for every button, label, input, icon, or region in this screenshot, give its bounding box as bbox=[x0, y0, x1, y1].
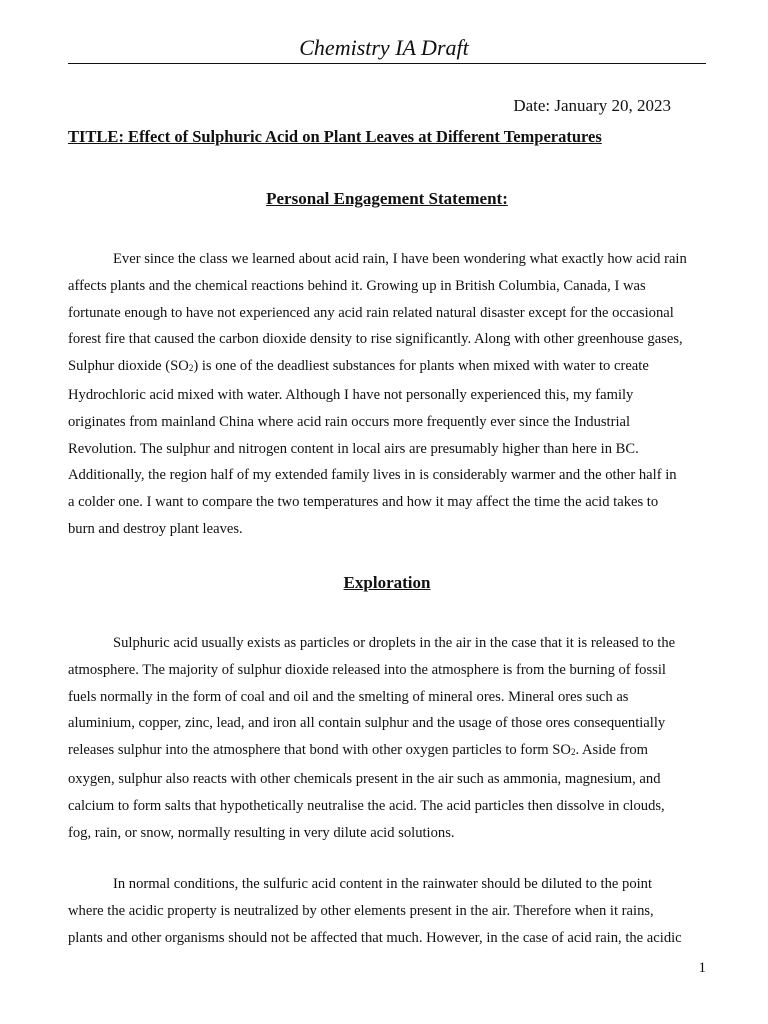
subscript: 2 bbox=[570, 747, 576, 758]
document-title: TITLE: Effect of Sulphuric Acid on Plant Leaves at Different Temperatures bbox=[68, 127, 602, 146]
paragraph-line: Additionally, the region half of my extended family lives in is considerably warmer and the other half in bbox=[68, 467, 677, 484]
paragraph-line: aluminium, copper, zinc, lead, and iron all contain sulphur and the usage of those ores consequentially bbox=[68, 715, 666, 732]
paragraph-line: atmosphere. The majority of sulphur dioxide released into the atmosphere is from the burning of fossil bbox=[68, 661, 666, 678]
paragraph-line: plants and other organisms should not be affected that much. However, in the case of acid rain, the acidic bbox=[68, 929, 682, 946]
paragraph-line: oxygen, sulphur also reacts with other chemicals present in the air such as ammonia, magnesium, and bbox=[68, 770, 661, 787]
paragraph-line: Sulphuric acid usually exists as particles or droplets in the air in the case that it is released to the bbox=[113, 635, 676, 651]
paragraph-line: Hydrochloric acid mixed with water. Although I have not personally experienced this, my family bbox=[68, 386, 634, 403]
paragraph-line: Ever since the class we learned about acid rain, I have been wondering what exactly how acid rain bbox=[113, 251, 687, 267]
paragraph-line: fortunate enough to have not experienced any acid rain related natural disaster except for the occasional bbox=[68, 304, 674, 321]
paragraph-exploration-1 bbox=[68, 630, 706, 846]
paragraph-exploration-2 bbox=[68, 871, 706, 951]
paragraph-line: a colder one. I want to compare the two temperatures and how it may affect the time the acid takes to bbox=[68, 494, 659, 511]
paragraph-line: forest fire that caused the carbon dioxide density to rise significantly. Along with other greenhouse gases, bbox=[68, 331, 683, 348]
paragraph-line: calcium to form salts that hypothetically neutralise the acid. The acid particles then dissolve in clouds, bbox=[68, 797, 665, 814]
paragraph-line: originates from mainland China where acid rain occurs more frequently ever since the Industrial bbox=[68, 413, 631, 430]
document-header-title: Chemistry IA Draft bbox=[299, 35, 469, 60]
document-date: Date: January 20, 2023 bbox=[513, 96, 671, 115]
paragraph-line: Sulphur dioxide $(SO_2)$ is one of the deadliest substances for plants when mixed with water to create bbox=[68, 358, 649, 375]
paragraph-line: where the acidic property is neutralized by other elements present in the air. Therefore when it rains, bbox=[68, 902, 654, 919]
paragraph-line: fog, rain, or snow, normally resulting in very dilute acid solutions. bbox=[68, 824, 455, 841]
paragraph-line: burn and destroy plant leaves. bbox=[68, 520, 243, 537]
subscript: 2 bbox=[188, 363, 194, 374]
header-divider bbox=[68, 63, 706, 64]
paragraph-line: affects plants and the chemical reactions behind it. Growing up in British Columbia, Canada, I was bbox=[68, 277, 646, 294]
paragraph-engagement bbox=[68, 246, 706, 543]
section-heading-exploration: Exploration bbox=[343, 573, 431, 592]
page-number: 1 bbox=[698, 960, 706, 976]
paragraph-line: Revolution. The sulphur and nitrogen content in local airs are presumably higher than here in BC. bbox=[68, 440, 639, 457]
paragraph-line: releases sulphur into the atmosphere that bond with other oxygen particles to form $SO_2$. Aside from bbox=[68, 742, 649, 759]
section-heading-engagement: Personal Engagement Statement: bbox=[266, 189, 508, 208]
paragraph-line: fuels normally in the form of coal and oil and the smelting of mineral ores. Mineral ores such as bbox=[68, 688, 629, 705]
paragraph-line: In normal conditions, the sulfuric acid content in the rainwater should be diluted to the point bbox=[113, 876, 653, 892]
